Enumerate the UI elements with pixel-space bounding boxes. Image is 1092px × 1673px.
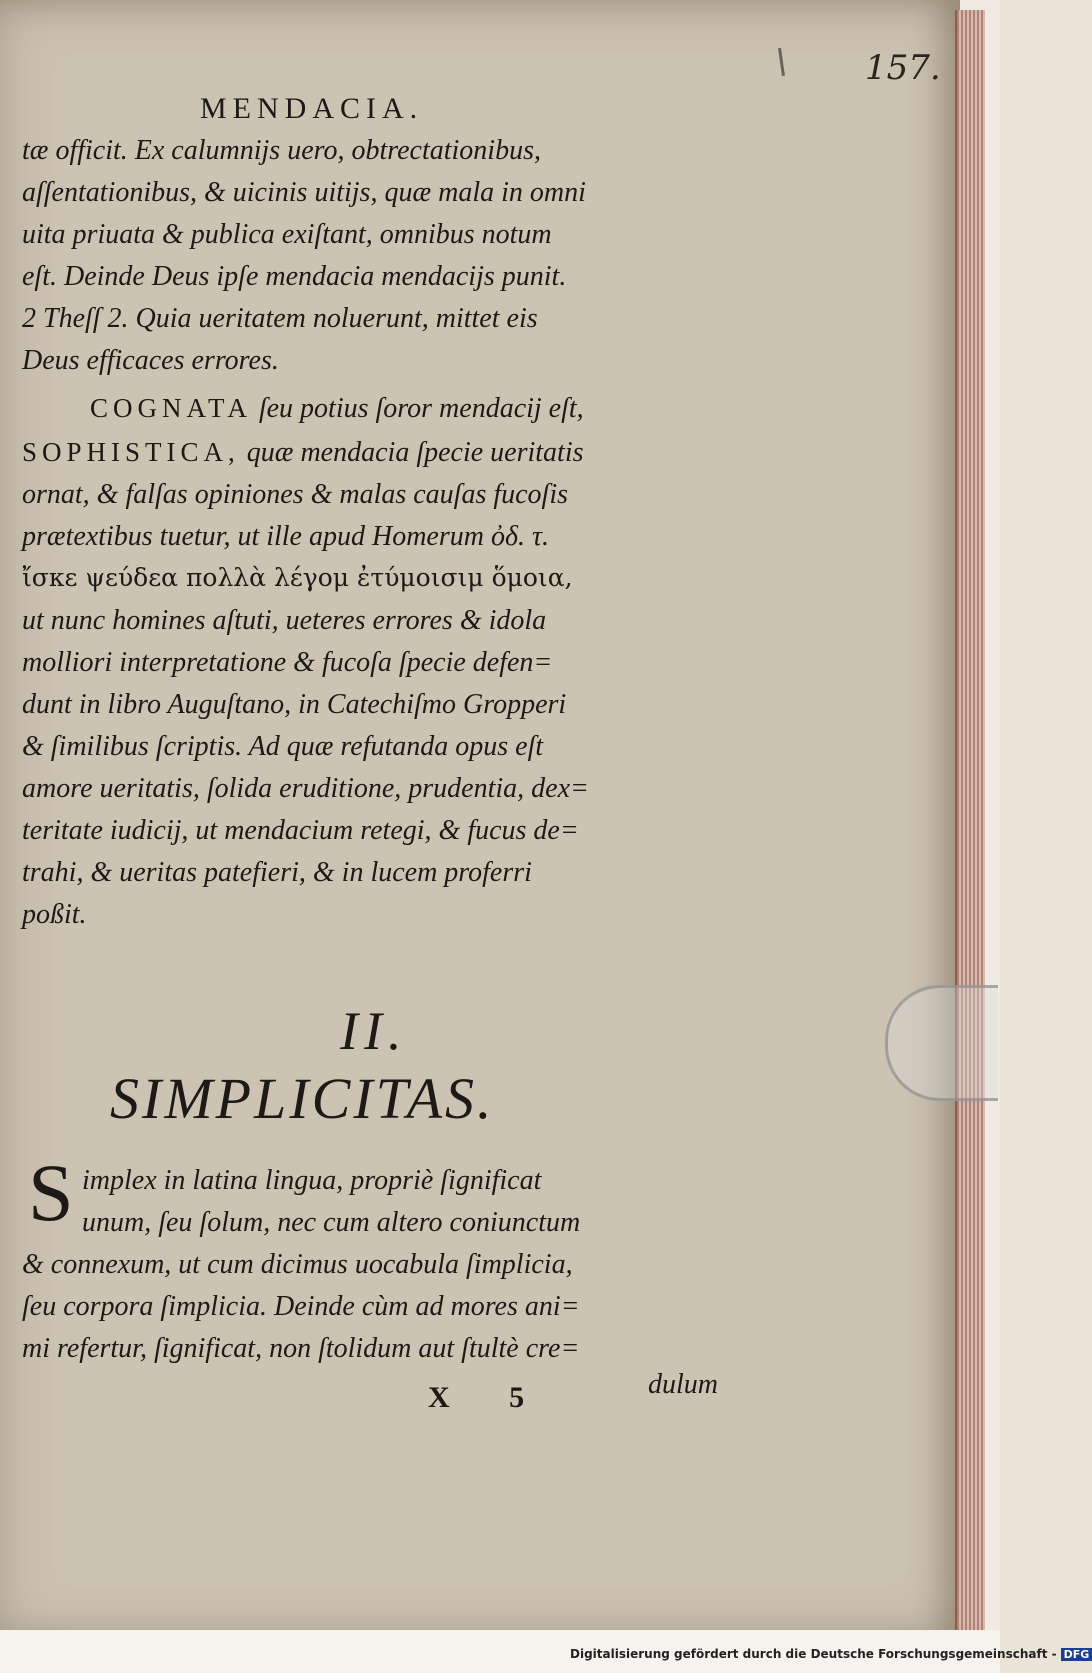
text-line: teritate iudicij, ut mendacium retegi, & fucus de= (22, 815, 579, 846)
paragraph-opening (90, 393, 584, 425)
signature-mark: X 5 (428, 1381, 551, 1414)
text-line: ſeu corpora ſimplicia. Deinde cùm ad mores ani= (22, 1291, 580, 1322)
greek-quotation: ἴσκε ψεύδεα πολλὰ λέγομ ἐτύμοισιμ ὅμοια, (22, 563, 573, 592)
text-line: poßit. (22, 899, 87, 930)
text-line: ornat, & falſas opiniones & malas cauſas fucoſis (22, 479, 569, 510)
small-caps-word: COGNATA (90, 393, 252, 423)
text-line: aſſentationibus, & uicinis uitijs, quæ mala in omni (22, 177, 586, 208)
page-edges (955, 10, 985, 1640)
running-head: MENDACIA. (200, 92, 424, 125)
credit-text: Digitalisierung gefördert durch die Deutsche Forschungsgemeinschaft - (570, 1647, 1057, 1661)
page-clip (885, 985, 998, 1101)
text-line: prætextibus tuetur, ut ille apud Homerum ὀδ. τ. (22, 521, 550, 552)
text-line: implex in latina lingua, propriè ſignificat (82, 1165, 542, 1196)
catchword: dulum (648, 1369, 718, 1400)
text-line: molliori interpretatione & fucoſa ſpecie defen= (22, 647, 553, 678)
text-line: tæ officit. Ex calumnijs uero, obtrectationibus, (22, 135, 541, 166)
folio-number: 157. (865, 48, 941, 88)
dfg-logo: DFG (1061, 1648, 1092, 1661)
text-line: unum, ſeu ſolum, nec cum altero coniunctum (82, 1207, 581, 1238)
section-number: II. (340, 1001, 408, 1061)
text-line: amore ueritatis, ſolida eruditione, prudentia, dex= (22, 773, 589, 804)
text-fragment: quæ mendacia ſpecie ueritatis (239, 437, 584, 468)
text-line: uita priuata & publica exiſtant, omnibus notum (22, 219, 552, 250)
text-line: 2 Theſſ 2. Quia ueritatem noluerunt, mittet eis (22, 303, 538, 334)
text-fragment: ſeu potius ſoror mendacij eſt, (251, 393, 584, 424)
text-line (22, 437, 584, 469)
text-line: mi refertur, ſignificat, non ſtolidum aut ſtultè cre= (22, 1333, 580, 1364)
text-line: dunt in libro Auguſtano, in Catechiſmo Gropperi (22, 689, 567, 720)
text-line: eſt. Deinde Deus ipſe mendacia mendacijs punit. (22, 261, 567, 292)
text-line: & ſimilibus ſcriptis. Ad quæ refutanda opus eſt (22, 731, 544, 762)
text-line: Deus efficaces errores. (22, 345, 279, 376)
small-caps-word: SOPHISTICA, (22, 437, 240, 467)
drop-capital: S (28, 1147, 74, 1238)
digitization-credit (570, 1647, 1092, 1661)
section-title: SIMPLICITAS. (110, 1066, 495, 1131)
text-line: trahi, & ueritas patefieri, & in lucem proferri (22, 857, 532, 888)
text-line: ut nunc homines aſtuti, ueteres errores & idola (22, 605, 547, 636)
text-line: & connexum, ut cum dicimus uocabula ſimplicia, (22, 1249, 573, 1280)
